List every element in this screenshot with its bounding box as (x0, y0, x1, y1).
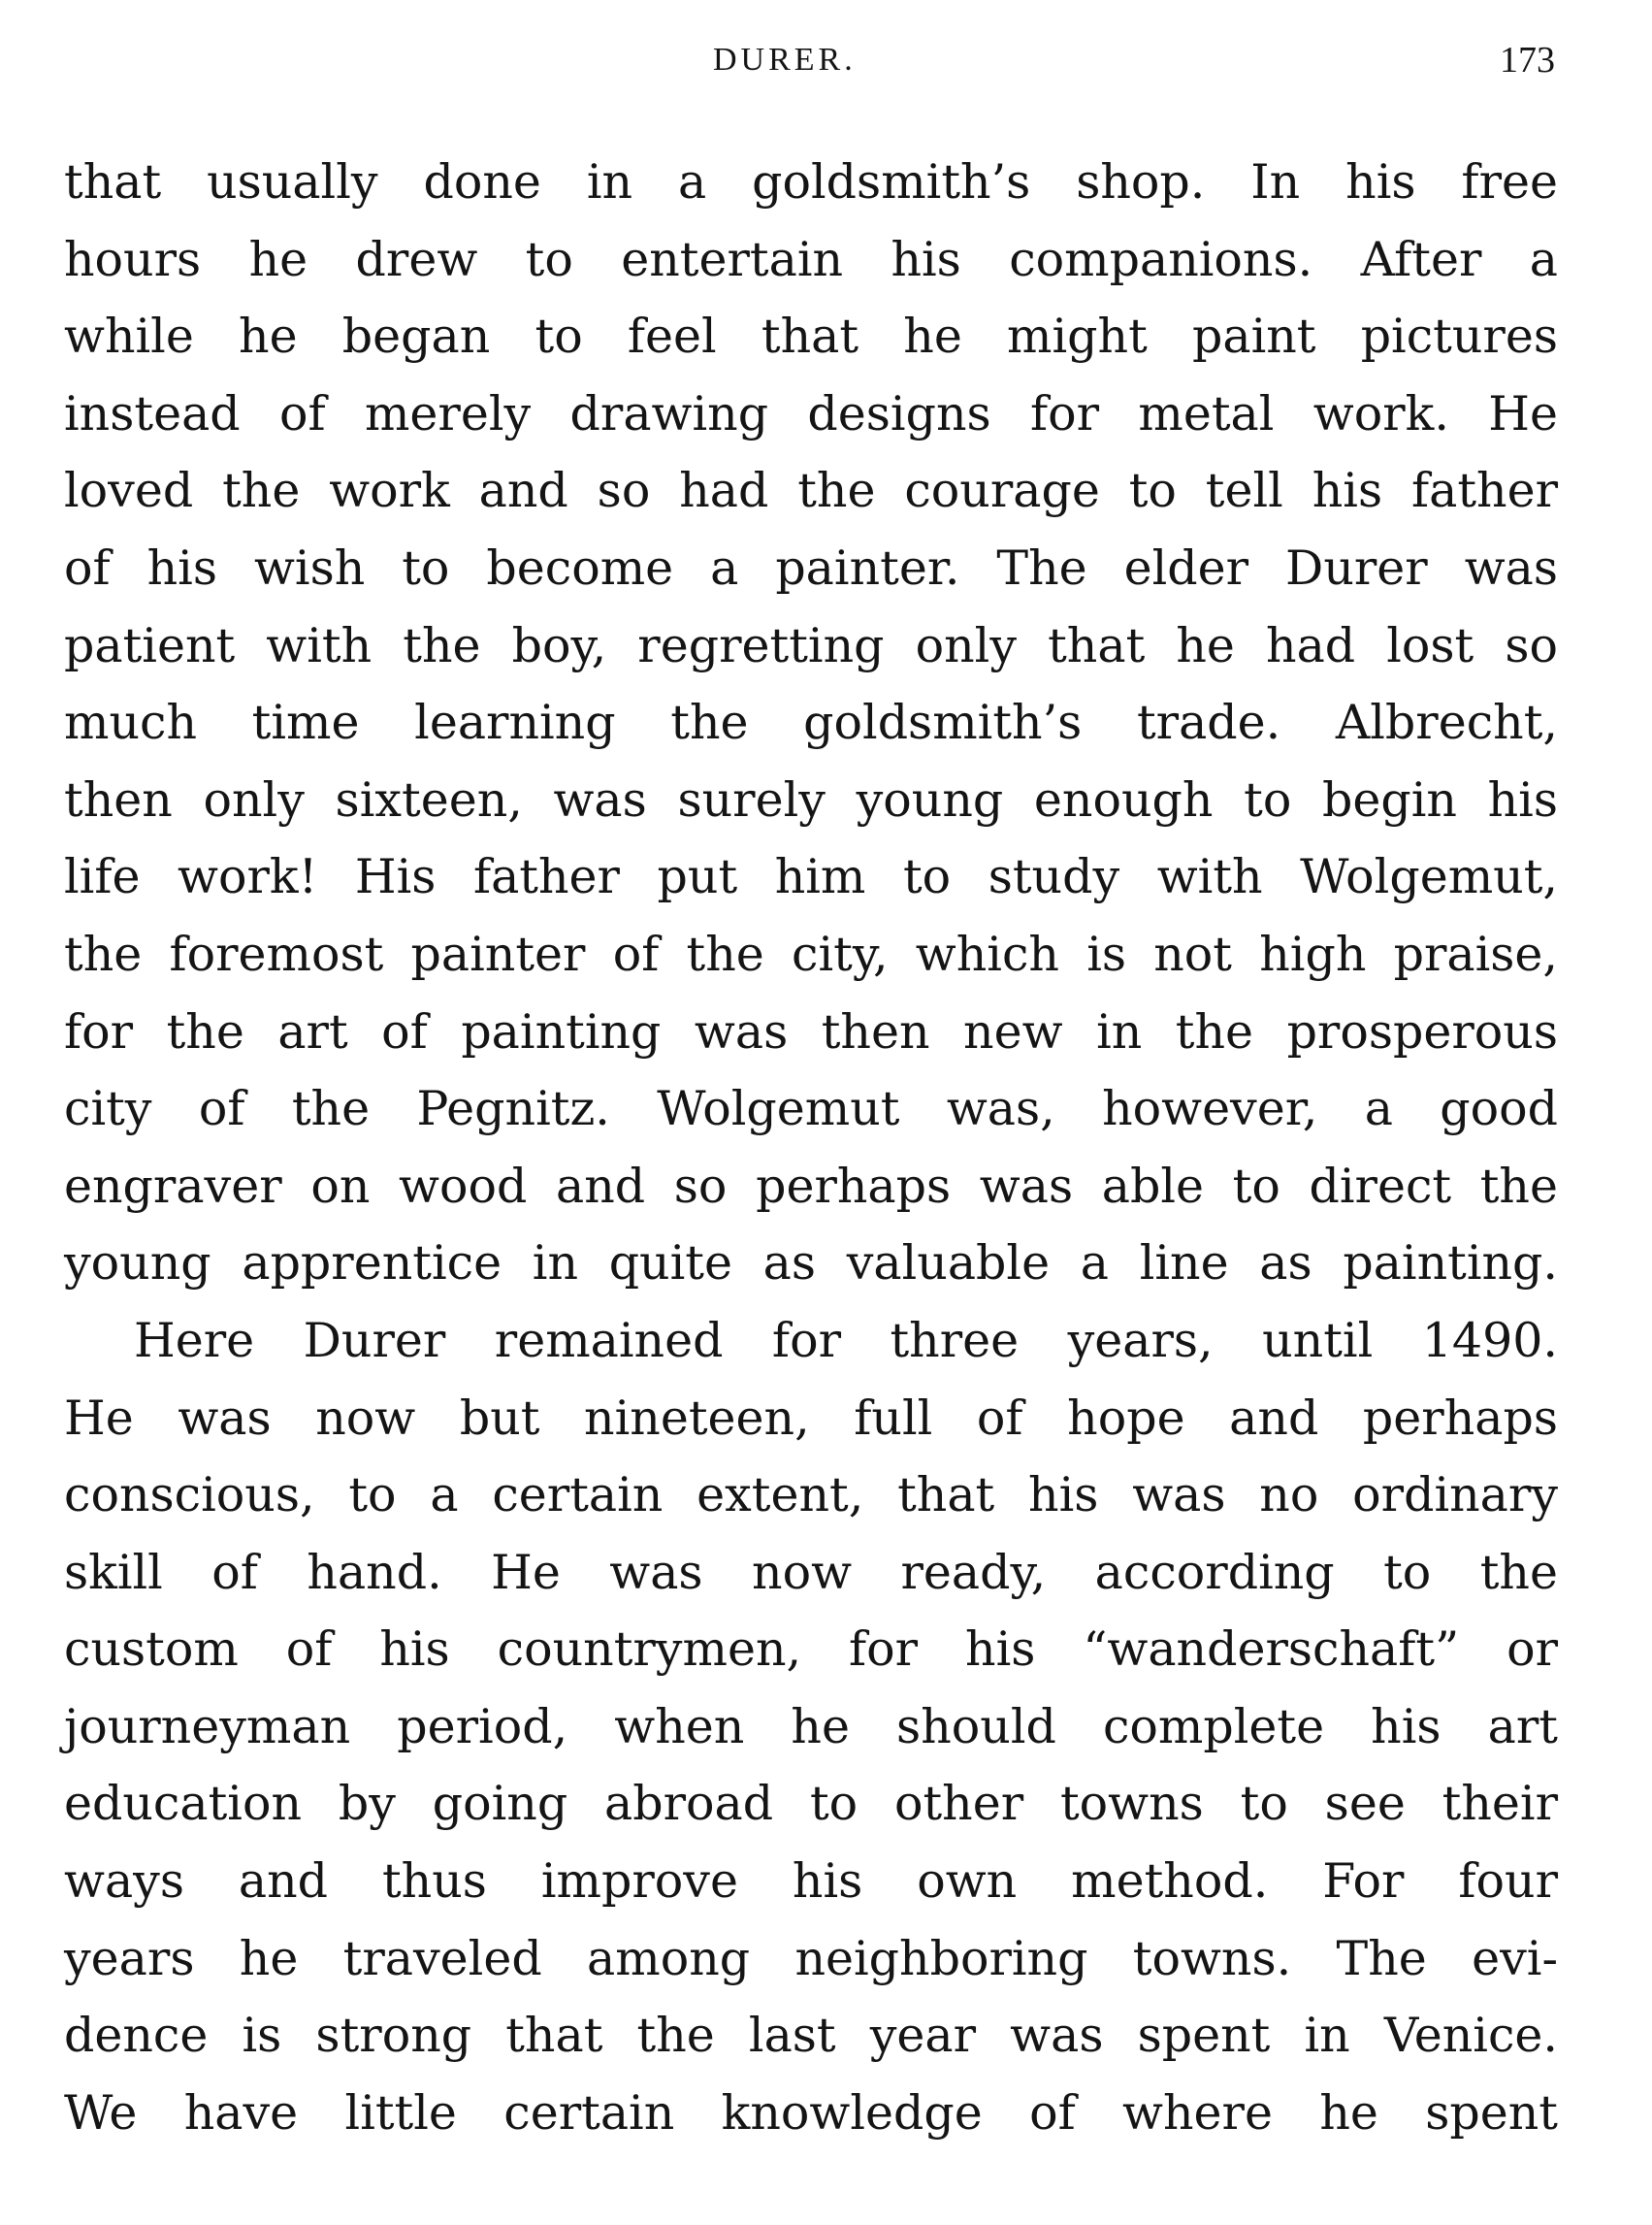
text-line: loved the work and so had the courage to tell his father (64, 463, 1558, 519)
text-line: while he began to feel that he might paint pictures (64, 309, 1558, 365)
text-line: city of the Pegnitz. Wolgemut was, however, a good (64, 1081, 1558, 1137)
text-line: of his wish to become a painter. The elder Durer was (64, 540, 1558, 596)
text-line: He was now but nineteen, full of hope and perhaps (64, 1390, 1558, 1446)
text-line: then only sixteen, was surely young enough to begin his (64, 771, 1558, 828)
text-line: custom of his countrymen, for his “wanderschaft” or (64, 1621, 1558, 1678)
text-line: skill of hand. He was now ready, according to the (64, 1544, 1558, 1600)
text-line: engraver on wood and so perhaps was able to direct the (64, 1158, 1558, 1214)
text-line: life work! His father put him to study with Wolgemut, (64, 849, 1558, 905)
text-line: education by going abroad to other towns to see their (64, 1776, 1558, 1832)
text-line: much time learning the goldsmith’s trade. Albrecht, (64, 695, 1558, 751)
running-title: DURER. (713, 42, 857, 78)
text-line: young apprentice in quite as valuable a line as painting. (64, 1235, 1558, 1292)
text-line: for the art of painting was then new in the prosperous (64, 1003, 1558, 1060)
page-number: 173 (1500, 40, 1555, 81)
text-line: patient with the boy, regretting only that he had lost so (64, 617, 1558, 673)
text-line: hours he drew to entertain his companions. After a (64, 231, 1558, 287)
text-line: that usually done in a goldsmith’s shop. In his free (64, 154, 1558, 210)
text-line: instead of merely drawing designs for metal work. He (64, 385, 1558, 442)
running-head (0, 31, 1652, 89)
text-line: journeyman period, when he should complete his art (64, 1698, 1558, 1754)
text-line: We have little certain knowledge of where he spent (64, 2084, 1558, 2141)
text-line: dence is strong that the last year was spent in Venice. (64, 2008, 1558, 2064)
text-line: the foremost painter of the city, which is not high praise, (64, 926, 1558, 982)
text-line: years he traveled among neighboring towns. The evi- (64, 1930, 1558, 1986)
text-line: ways and thus improve his own method. For four (64, 1853, 1558, 1910)
body-text (64, 144, 1558, 2151)
paragraph-start-line: Here Durer remained for three years, until 1490. (134, 1312, 1558, 1368)
text-line: conscious, to a certain extent, that his was no ordinary (64, 1467, 1558, 1523)
